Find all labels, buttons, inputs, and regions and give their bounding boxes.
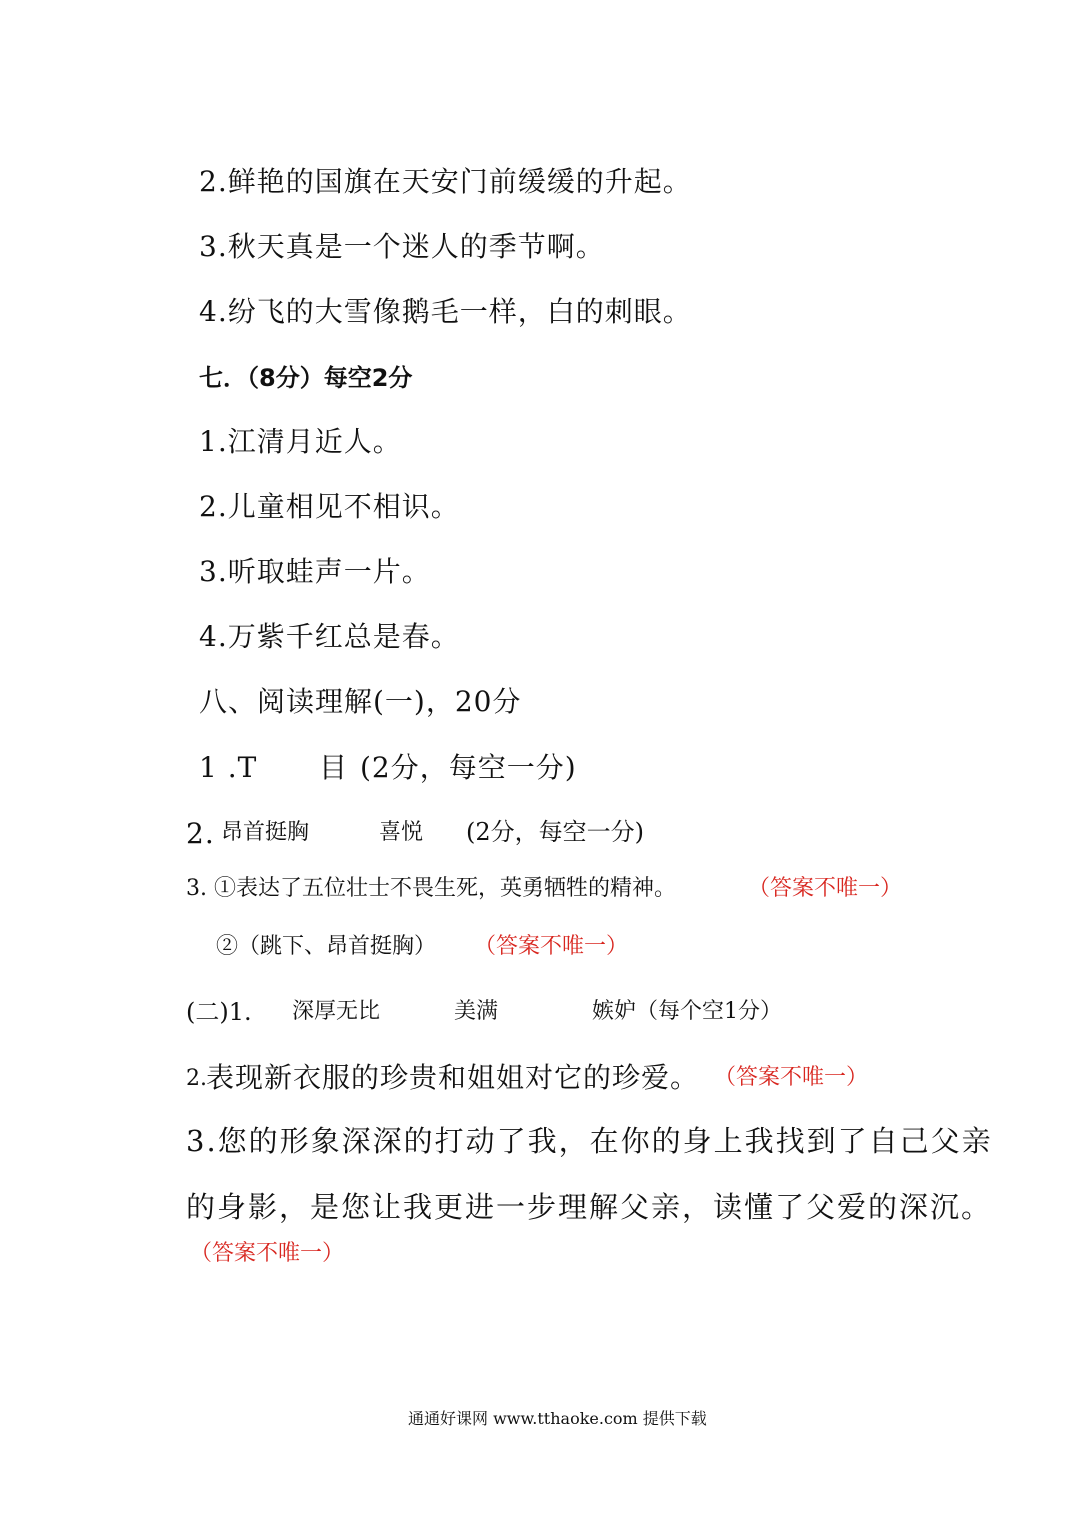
part-2-word-c: 嫉妒（每个空1分） bbox=[592, 999, 782, 1024]
footer-source: 通通好课网 www.tthaoke.com 提供下载 bbox=[408, 1409, 707, 1428]
reading-3-note-1: （答案不唯一） bbox=[748, 876, 903, 901]
section-8-heading: 八、阅读理解(一)，20分 bbox=[199, 685, 522, 718]
part-2-q3-note: （答案不唯一） bbox=[190, 1241, 345, 1266]
reading-2-answer-a: 昂首挺胸 bbox=[221, 820, 310, 845]
reading-1-number: 1 .T bbox=[199, 751, 258, 784]
section-7-heading: 七．（8分）每空2分 bbox=[199, 364, 413, 392]
reading-3-line-2: ②（跳下、昂首挺胸） bbox=[216, 934, 437, 959]
answer-line-7-2: 2.儿童相见不相识。 bbox=[199, 490, 460, 523]
reading-2-number: 2. bbox=[186, 817, 215, 850]
reading-2-answer-b: 喜悦 bbox=[379, 820, 424, 845]
part-2-word-b: 美满 bbox=[454, 999, 499, 1024]
answer-line-7-4: 4.万紫千红总是春。 bbox=[199, 620, 460, 653]
part-2-q2-note: （答案不唯一） bbox=[714, 1065, 869, 1090]
reading-3-note-2: （答案不唯一） bbox=[474, 934, 629, 959]
reading-2-score: (2分，每空一分) bbox=[466, 818, 644, 846]
part-2-q2-number: 2. bbox=[186, 1066, 207, 1091]
part-2-q3-line-2: 的身影，是您让我更进一步理解父亲，读懂了父爱的深沉。 bbox=[186, 1190, 993, 1224]
answer-line-6-4: 4.纷飞的大雪像鹅毛一样，白的刺眼。 bbox=[199, 295, 692, 328]
part-2-word-a: 深厚无比 bbox=[292, 999, 381, 1024]
answer-line-6-3: 3.秋天真是一个迷人的季节啊。 bbox=[199, 230, 605, 263]
answer-line-7-1: 1.江清月近人。 bbox=[199, 425, 402, 458]
answer-line-6-2: 2.鲜艳的国旗在天安门前缓缓的升起。 bbox=[199, 165, 692, 198]
reading-1-score: (2分，每空一分) bbox=[360, 751, 577, 784]
reading-1-answer: 目 bbox=[319, 751, 349, 784]
reading-3-line-1: 3. ①表达了五位壮士不畏生死，英勇牺牲的精神。 bbox=[186, 876, 676, 901]
part-2-q2-answer: 表现新衣服的珍贵和姐姐对它的珍爱。 bbox=[206, 1061, 700, 1094]
part-2-number: (二)1. bbox=[186, 998, 252, 1026]
answer-line-7-3: 3.听取蛙声一片。 bbox=[199, 555, 431, 588]
part-2-q3-line-1: 3.您的形象深深的打动了我，在你的身上我找到了自己父亲 bbox=[186, 1124, 993, 1158]
